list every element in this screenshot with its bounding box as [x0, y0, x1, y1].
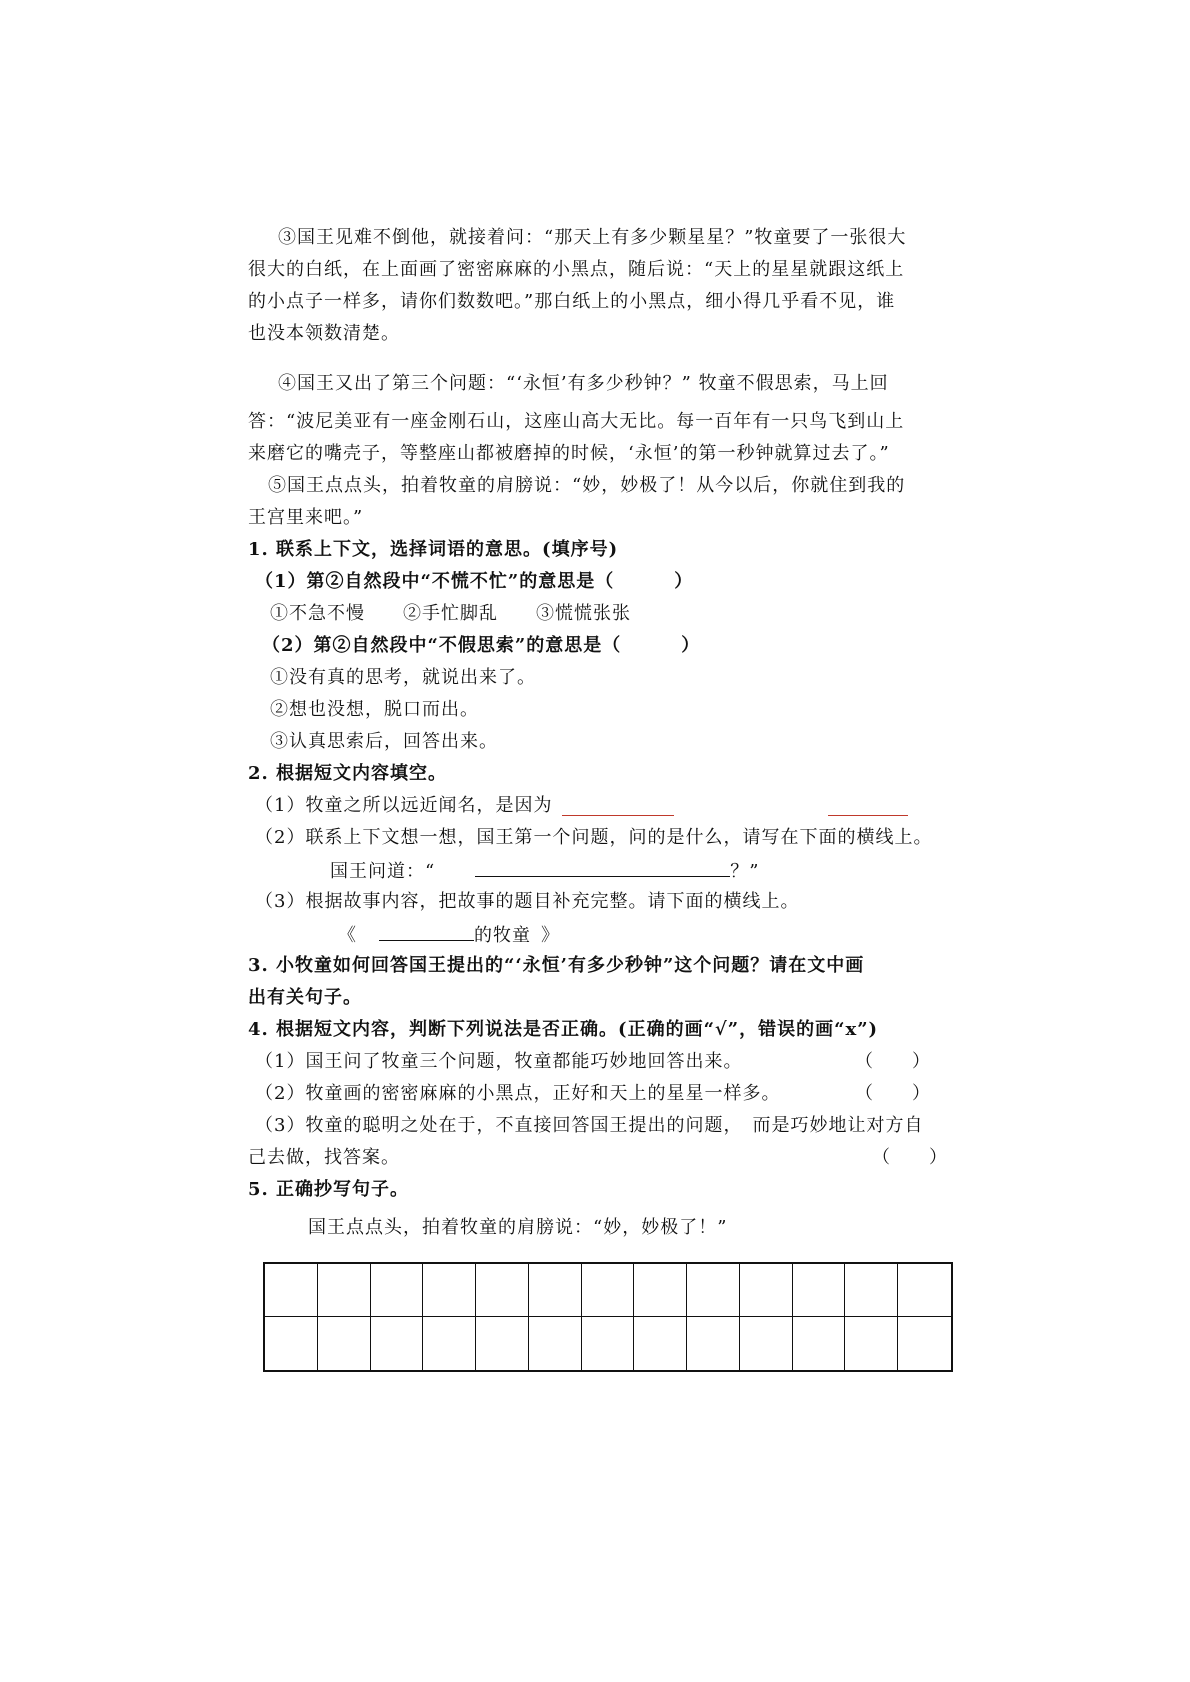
q1-sub2-option2: ②想也没想，脱口而出。: [270, 699, 479, 720]
grid-cell[interactable]: [634, 1317, 687, 1370]
q1-sub2-close: ）: [681, 635, 701, 656]
q2-title: 2. 根据短文内容填空。: [248, 763, 448, 784]
grid-cell[interactable]: [793, 1317, 846, 1370]
q1-sub1-options: ①不急不慢 ②手忙脚乱 ③慌慌张张: [270, 603, 631, 624]
q2-sub3: （3）根据故事内容，把故事的题目补充完整。请下面的横线上。: [255, 891, 800, 912]
q2-sub1-text: （1）牧童之所以远近闻名，是因为: [255, 795, 553, 816]
q4-item2-paren[interactable]: （ ）: [855, 1083, 931, 1104]
q1-sub1-text: （1）第②自然段中“不慌不忙”的意思是（: [255, 571, 615, 592]
grid-cell[interactable]: [634, 1264, 687, 1317]
q1-sub1: [255, 570, 693, 594]
q3-line1: 3. 小牧童如何回答国王提出的“‘永恒’有多少秒钟”这个问题？请在文中画: [248, 955, 865, 976]
q2-sub1-blank-1[interactable]: [562, 797, 674, 816]
passage-p5-line1: ⑤国王点点头，拍着牧童的肩膀说：“妙，妙极了！从今以后，你就住到我的: [268, 475, 906, 496]
grid-cell[interactable]: [371, 1264, 424, 1317]
q3-line2: 出有关句子。: [248, 987, 362, 1008]
q4-item3-cont: 己去做，找答案。: [248, 1147, 400, 1168]
grid-cell[interactable]: [529, 1317, 582, 1370]
grid-cell[interactable]: [476, 1264, 529, 1317]
q4-item2: （2）牧童画的密密麻麻的小黑点，正好和天上的星星一样多。: [255, 1083, 781, 1104]
q2-sub2: （2）联系上下文想一想，国王第一个问题，问的是什么，请写在下面的横线上。: [255, 827, 933, 848]
grid-cell[interactable]: [740, 1317, 793, 1370]
q4-item3-paren[interactable]: （ ）: [872, 1147, 948, 1168]
grid-cell[interactable]: [687, 1264, 740, 1317]
passage-p3-line2: 很大的白纸，在上面画了密密麻麻的小黑点，随后说：“天上的星星就跟这纸上: [248, 259, 905, 280]
q2-sub3-blank[interactable]: [379, 922, 474, 941]
grid-cell[interactable]: [898, 1317, 951, 1370]
q2-sub1-blank-2[interactable]: [828, 797, 908, 816]
passage-p4-line3: 来磨它的嘴壳子，等整座山都被磨掉的时候，‘永恒’的第一秒钟就算过去了。”: [248, 443, 890, 464]
q2-sub1: [255, 794, 552, 818]
q1-title: 1. 联系上下文，选择词语的意思。(填序号): [248, 539, 619, 560]
grid-cell[interactable]: [898, 1264, 951, 1317]
passage-p3-line3: 的小点子一样多，请你们数数吧。”那白纸上的小黑点，细小得几乎看不见，谁: [248, 291, 896, 312]
grid-cell[interactable]: [318, 1264, 371, 1317]
passage-p3-line1: ③国王见难不倒他，就接着问：“那天上有多少颗星星？”牧童要了一张很大: [278, 227, 907, 248]
passage-p3-line4: 也没本领数清楚。: [248, 323, 400, 344]
q2-sub2-prefix: 国王问道：“: [330, 861, 436, 882]
q1-sub2-text: （2）第②自然段中“不假思索”的意思是（: [262, 635, 622, 656]
grid-cell[interactable]: [265, 1317, 318, 1370]
grid-cell[interactable]: [582, 1264, 635, 1317]
grid-cell[interactable]: [845, 1264, 898, 1317]
grid-cell[interactable]: [687, 1317, 740, 1370]
grid-cell[interactable]: [793, 1264, 846, 1317]
grid-cell[interactable]: [371, 1317, 424, 1370]
q2-sub3-title-line: [338, 922, 560, 948]
passage-p5-line2: 王宫里来吧。”: [248, 507, 364, 528]
q2-sub3-open: 《: [338, 925, 357, 946]
q1-sub1-close: ）: [674, 571, 694, 592]
q1-sub2-option3: ③认真思索后，回答出来。: [270, 731, 498, 752]
grid-cell[interactable]: [740, 1264, 793, 1317]
grid-cell[interactable]: [529, 1264, 582, 1317]
q4-title: 4. 根据短文内容，判断下列说法是否正确。(正确的画“√”，错误的画“x”): [248, 1019, 879, 1040]
copy-writing-grid[interactable]: [263, 1262, 953, 1372]
q2-sub2-answer-line: [330, 858, 759, 884]
q1-sub2: [262, 634, 700, 658]
grid-cell[interactable]: [582, 1317, 635, 1370]
grid-cell[interactable]: [845, 1317, 898, 1370]
grid-cell[interactable]: [423, 1317, 476, 1370]
q5-title: 5. 正确抄写句子。: [248, 1179, 410, 1200]
q2-sub2-blank[interactable]: [475, 858, 730, 877]
passage-p4-line1: ④国王又出了第三个问题：“‘永恒’有多少秒钟？” 牧童不假思索，马上回: [278, 373, 889, 394]
q2-sub3-text: 的牧童: [474, 925, 531, 946]
q4-item1: （1）国王问了牧童三个问题，牧童都能巧妙地回答出来。: [255, 1051, 743, 1072]
q5-sentence: 国王点点头，拍着牧童的肩膀说：“妙，妙极了！”: [308, 1217, 728, 1238]
grid-cell[interactable]: [318, 1317, 371, 1370]
q4-item1-paren[interactable]: （ ）: [855, 1051, 931, 1072]
q4-item3: （3）牧童的聪明之处在于，不直接回答国王提出的问题， 而是巧妙地让对方自: [255, 1115, 924, 1136]
grid-cell[interactable]: [265, 1264, 318, 1317]
q1-sub2-option1: ①没有真的思考，就说出来了。: [270, 667, 536, 688]
q2-sub3-close: 》: [541, 925, 560, 946]
grid-cell[interactable]: [423, 1264, 476, 1317]
q2-sub2-suffix: ？”: [730, 861, 760, 882]
grid-cell[interactable]: [476, 1317, 529, 1370]
passage-p4-line2: 答：“波尼美亚有一座金刚石山，这座山高大无比。每一百年有一只鸟飞到山上: [248, 411, 905, 432]
